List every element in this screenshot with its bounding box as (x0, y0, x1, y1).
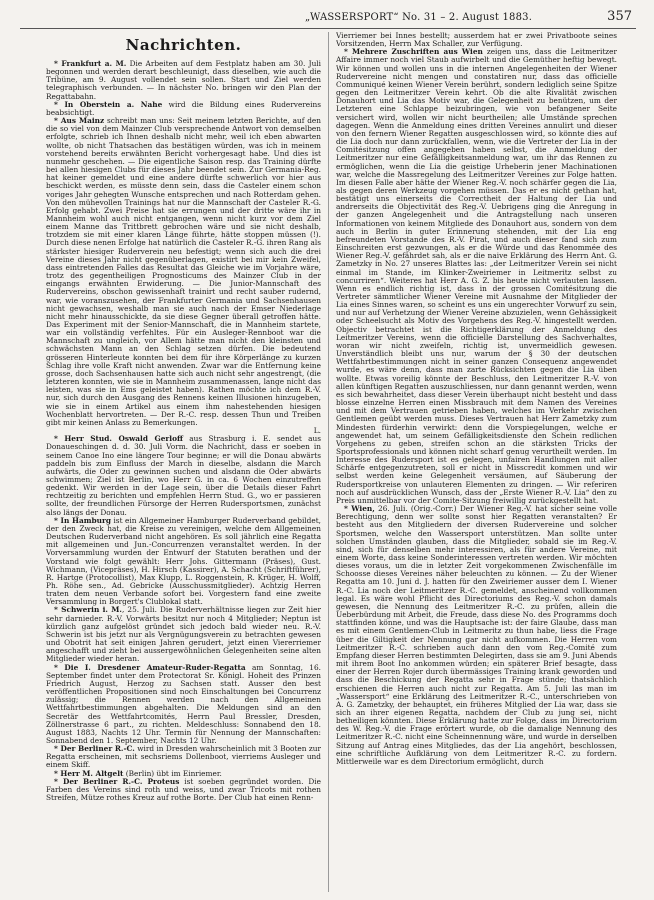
paragraph-lead: * Der Berliner R.-C. (54, 744, 135, 754)
paragraph-text: 26. Juli. (Orig.-Corr.) Der Wiener Reg.-V. hat sicher seine volle Berechtigung, denn wer sollte sonst hier Regatten veranstalten? Er besteht aus den Mitgliedern der diversen Rudervereine und solcher Sportsmen, welche den Wassersport unterstützen. Man sollte unter solchen Umständen glauben, dass die Mitglieder, sobald sie im Reg.-V. sind, sich für denselben mehr interessiren, als für andere Vereine, mit einem Worte, dass keine Sonderinteressen vertreten werden. Wir möchten dieses voraus, um die in letzter Zeit vorgekommenen Zwischenfälle im Schoosse dieses Vereines näher beleuchten zu können. — Zu der Wiener Regatta am 10. Juni d. J. hatten für den Zweiriemer ausser dem I. Wiener R.-C. Lia noch der Leitmeritzer R.-C. gemeldet, anscheinend vollkommen legal. Es wäre wohl Pflicht des Directoriums des Reg.-V. schon damals gewesen, die Nennung des Leitmeritzer R.-C. zu prüfen, allein die Ueberbürdung mit Arbeit, die Freude, dass diese No. des Programms doch stattfinden könne, und was die Hauptsache ist: der faire Glaube, dass man es mit einem Gentlemen-Club in Leitmeritz zu thun habe, liess die Frage über die Giltigkeit der Nennung gar nicht aufkommen. Die Herren vom Leitmeritzer R.-C. schrieben auch dann den vom Reg.-Comité zum Empfang dieser Herren bestimmten Delegirten, dass sie am 9. Juni Abends mit ihrem Boot Ino ankommen würden; ein späterer Brief besagte, dass einer der Herren Rojer durch übermässiges Training krank geworden und dass die Beschickung der Regatta sehr in Frage stünde; thatsächlich erschienen die Herren auch nicht zur Regatta. Am 5. Juli las man im „Wassersport“ eine Erklärung des Leitmeritzer R.-C., unterschrieben von A. G. Zametzky, der behauptet, ein früheres Mitglied der Lia war, dass sie sich an ihrer eigenen Regatta, nachdem der Club zu jung sei, nicht betheiligen könnten. Diese Erklärung hatte zur Folge, dass im Directorium des W. Reg.-V. die Frage erörtert wurde, ob die damalige Nennung des Leitmeritzer R.-C. nicht eine Scheinnennung wäre, und wurde in derselben Sitzung auf Antrag eines Mitgliedes, das der Lia angehört, beschlossen, eine schriftliche Aufklärung von dem Leitmeritzer R.-C. zu fordern. Mittlerweile war es dem Directorium ermöglicht, durch (336, 504, 617, 766)
article-paragraph (46, 606, 321, 663)
article-paragraph (336, 505, 617, 766)
paragraph-text: wird die Bildung eines Rudervereins beabsichtigt. (46, 99, 321, 117)
paragraph-lead: * Aus Mainz (54, 116, 105, 126)
article-paragraph (46, 101, 321, 117)
page-number: 357 (607, 9, 632, 24)
paragraph-text: , 25. Juli. Die Ruderverhältnisse liegen zur Zeit hier sehr darnieder. R.-V. Vorwärts besitzt nur noch 4 Mitglieder; Neptun ist kürzlich ganz aufgelöst gründet sich jedoch bald wieder neu. R.-V. Schwerin ist bis jetzt nur als Vergnügungsverein zu betrachten gewesen und Obotrit hat seit einigen Jahren gerudert, jetzt einen Viererriemer angeschafft und zieht bei aussergewöhnlichen Gelegenheiten seine alten Mitglieder wieder heran. (46, 605, 321, 664)
article-paragraph (46, 517, 321, 607)
paragraph-lead: * Wien, (344, 504, 375, 514)
paragraph-text: aus Strasburg i. E. sendet aus Donaueschingen d. d. 30. Juli Vorm. die Nachricht, dass er soeben in seinem Canoe Ino eine längere Tour beginne; er will die Donau abwärts paddeln bis zum Einfluss der March in dieselbe, alsdann die March aufwärts, die Oder zu gewinnen suchen und alsdann die Oder abwärts schwimmen; Ziel ist Berlin, wo Herr G. in ca. 6 Wochen einzutreffen gedenkt. Wir werden in der Lage sein, über die Details dieser Fahrt rechtzeitig zu berichten und empfehlen Herrn Stud. G., wo er passieren sollte, der freundlichen Fürsorge der Herren Rudersportsmen, zunächst also längs der Donau. (46, 434, 321, 517)
article-paragraph (46, 745, 321, 769)
paragraph-lead: * In Hamburg (54, 515, 111, 525)
section-title: Nachrichten. (125, 36, 242, 54)
article-paragraph (46, 117, 321, 427)
article-paragraph (46, 778, 321, 802)
article-paragraph (46, 435, 321, 517)
paragraph-text: Vierriemer bei Innes bestellt; ausserdem hat er zwei Privatboote seines Vorsitzenden, Herrn Max Schaller, zur Verfügung. (336, 32, 617, 49)
paragraph-lead: * Herr Stud. Oswald Gerloff (54, 434, 184, 444)
article-paragraph (46, 60, 321, 101)
paragraph-lead: * In Oberstein a. Nahe (54, 99, 163, 109)
paragraph-lead: * Der Berliner R.-C. Proteus (54, 776, 180, 786)
article-paragraph (336, 32, 617, 48)
paragraph-text: am Sonntag, 16. September findet unter dem Protectorat Sr. Königl. Hoheit des Prinzen Friedrich August, Herzog zu Sachsen statt. Ausser den best veröffentlichen Propositionen sind noch Einschaltungen bei Concurrenz zulässig; die Rennen werden nach den Allgemeinen Wettfahrtbestimmungen abgehalten. Die Meldungen sind an den Secretär des Wettfahrtcomités, Herrn Paul Bressler, Dresden, Zöllnerstrasse 6 part., zu richten. Meldeschluss: Sonnabend den 18. August 1883, Nachts 12 Uhr. Termin für Nennung der Mannschaften: Sonnabend den 1. September, Nachts 12 Uhr. (46, 662, 321, 745)
paragraph-text: zeigen uns, dass die Leitmeritzer Affaire immer noch viel Staub aufwirbelt und die Gemüther heftig bewegt. Wir können und wollen uns in die internen Angelegenheiten der Wiener Rudervereine nicht mengen und constatiren nur, dass das officielle Communiqué keinen Wiener Verein berührt, sondern lediglich seine Spitze gegen den Leitmeritzer Verein kehrt. Ob die alte Rivalität zwischen Donauhort und Lia das Motiv war, die Gelegenheit zu benützen, um der Letzteren eine Schlappe beizubringen, wie von befangener Seite versichert wird, wollen wir nicht beurtheilen; alle Umstände sprechen dagegen. Wenn die Anmeldung eines dritten Vereines annulirt und dieser von den fernern Wiener Regatten ausgeschlossen wird, so könnte dies auf die Lia doch nur dann zurückfallen, wenn, wie die Vertreter der Lia in der Comitésitzung offen angegeben haben selbst, die Anmeldung der Leitmeritzer nur eine Gefälligkeitsanmeldung war, um ihr das Rennen zu ermöglichen, wenn die Lia die geistige Urheberin jener Machinationen war, welche die Massregelung des Leitmeritzer Vereines zur Folge hatten. Im diesen Falle aber hätte der Wiener Reg.-V. noch schärfer gegen die Lia, als gegen deren Werkzeug vorgehen müssen. Das er es nicht gethan hat, bestätigt uns einerseits die Correctheit der Haltung der Lia und andrerseits die Objectivität des Reg.-V. Uebrigens ging die Anregung in der ganzen Angelegenheit und die Antragstellung nach unseren Informationen von keinem Mitgliede des Donauhort aus, sondern von dem auch in Berlin in guter Erinnerung stehenden, mit der Lia eng befreundeten Vorstande des R.-V. Pirat, und auch dieser fand sich zum Einschreiten erst gezwungen, als er die Würde und das Renommée des Wiener Reg.-V. gefährdet sah, als er die naive Erklärung des Herrn Ant. G. Zametzky in No. 27 unseres Blattes las: „der Leitmeritzer Verein sei nicht einmal im Stande, im Klinker-Zweiriemer in Leitmeritz selbst zu concurriren“. Weiteres hat Herr A. G. Z. bis heute nicht verlauten lassen. Wenn es endlich richtig ist, dass in der grossen Comitésitzung die Vertreter sämmtlicher Wiener Vereine mit Ausnahme der Mitglieder der Lia eines Sinnes waren, so scheint es uns ein ungerechter Vorwurf zu sein, und nur auf Verhetzung der Wiener Vereine abzuzielen, wenn Gehässigkeit oder Scheelsucht als Motiv des Vorgehens des Reg.-V. hingestellt werden. Objectiv betrachtet ist die Richtigerklärung der Anmeldung des Leitmeritzer Vereins, wenn die officielle Darstellung des Sachverhaltes, woran wir nicht zweifeln, richtig ist, unvermeidlich gewesen. Unverständlich bleibt uns nur, warum der § 30 der deutschen Wettfahrtbestimmungen nicht in seiner ganzen Consequenz angewendet wurde, es wäre denn, dass man zarte Rücksichten gegen die Lia üben wollte. Etwas voreilig könnte der Beschluss, den Leitmeritzer R.-V. von allen künftigen Regatten auszuschliessen, nur dann genannt werden, wenn es sich bewahrheitet, dass dieser Verein überhaupt nicht besteht und dass blosse einzelne Herren einen Missbrauch mit dem Namen des Vereines und mit dem Vertrauen getrieben haben, welches im Verkehr zwischen Gentlemen geübt werden muss. Dieses Vertrauen hat Herr Zametzky zum Mindesten fürderhin verwirkt: denn die Vorspiegelungen, welche er angewendet hat, um seinem Gefälligkeitsdienste den Schein redlichen Vorgehens zu geben, streifen schon an die stärksten Tricks der Sportsprofessionals und können nicht scharf genug verurtheilt werden. Im Interesse des Rudersport ist es gelegen, unfairen Handlungen mit aller Schärfe entgegenzutreten, soll er nicht in Misscredit kommen und wir selbst werden keine Gelegenheit versäumen, auf Säuberung der Rudersportkreise von unlauteren Elementen zu dringen. — Wir referiren noch auf ausdrücklichen Wunsch, dass der „Erste Wiener R.-V. Lia“ den zu Preis unmittelbar vor der Comite-Sitzung freiwillig zurückgestellt hat. (336, 47, 617, 505)
paragraph-text: wird in Dresden wahrscheinlich mit 3 Booten zur Regatta erscheinen, mit sechsriems Dollenboot, vierriems Ausleger und einem Skiff. (46, 744, 321, 770)
paragraph-lead: * Frankfurt a. M. (54, 59, 127, 68)
paragraph-text: Die Arbeiten auf dem Festplatz haben am 30. Juli begonnen und werden derart beschleunigt, dass dieselben, wie auch die Tribüne, am 9. August vollendet sein sollen. Start und Ziel werden telegraphisch verbunden. — In nächster No. bringen wir den Plan der Regattabahn. (46, 59, 321, 101)
column-divider (328, 32, 329, 892)
journal-issue: „WASSERSPORT“ No. 31 – 2. August 1883. (305, 12, 533, 23)
paragraph-text: L. (313, 426, 321, 436)
article-paragraph (336, 48, 617, 505)
paragraph-text: ist soeben gegründet worden. Die Farben des Vereins sind roth und weiss, und zwar Tricots mit rothen Streifen, Mütze rothes Kreuz auf rothe Borte. Der Club hat einen Renn- (46, 776, 321, 803)
left-column (46, 32, 321, 894)
paragraph-lead: * Die I. Dresdener Amateur-Ruder-Regatta (54, 662, 246, 672)
paragraph-lead: * Mehrere Zuschriften aus Wien (344, 47, 483, 57)
paragraph-text: schreibt man uns: Seit meinem letzten Berichte, auf den die so viel von dem Mainzer Club versprechende Antwort von demselben erfolgte, schrieb ich Ihnen deshalb nicht mehr, weil ich eben abwarten wollte, ob nicht Thatsachen das bestätigen würden, was ich in meinem vorstehend bereits erwähnten Bericht vorhergesagt habe. Und dies ist nunmehr geschehen. — Die eigentliche Saison resp. das Training dürfte bei allen hiesigen Clubs für dieses Jahr beendet sein. Zur Germania-Reg. hat keiner gemeldet und eine andere dürfte schwerlich vor hier aus beschickt werden, es müsste denn sein, dass die Casteler einem schon voriges Jahr gehegten Wunsche entsprechen und nach Rotterdam gehen. Von den mühevollen Trainings hat nur die Mannschaft der Casteler R.-G. Erfolg gehabt. Zwei Preise hat sie errungen und der dritte wäre ihr in Mannheim wohl auch nicht entgangen, wenn nicht kurz vor dem Ziel einem Manne das Trittbrett gebrochen wäre und sie nicht deshalb, trotzdem sie mit einer klaren Länge führte, hätte stoppen müssen (!). Durch diese nenen Erfolge hat natürlich die Casteler R.-G. ihren Rang als stärkster hiesiger Ruderverein neu befestigt; wenn sich auch die drei Vereine dieses Jahr nicht gegenüberlagen, existirt bei mir kein Zweifel, dass eintretenden Falles das Resultat das Gleiche wie im Vorjahre wäre, trotz des gegentheiligen Prognosticums des Mainzer Club in der eingangs erwähnten Erwiderung. — Die Junior-Mannschaft des Rudervereins, obschon gewissenhaft trainirt und recht sauber rudernd, war, wie voranszusehen, der Frankfurter Germania und Sachsenhausen nicht gewachsen, weshalb man sie auch nach der Emser Niederlage nicht mehr hinausschickte, da sie diese Gegner überall getroffen hätte. Das Experiment mit der Senior-Mannschaft, die in Mannheim startete, war ein vollständig verfehltes. Für ein Ausleger-Rennboot war die Mannschaft zu ungleich, vor Allem hätte man nicht den kleinsten und schwächsten Mann an den Schlag setzen dürfen. Die bedeutend grösseren Hinterleute konnten bei dem für ihre Körperlänge zu kurzen Schlag ihre volle Kraft nicht anwenden. Zwar war die Entfernung keine grosse, doch Sachsenhausen hatte sich auch nicht sehr angestrengt, (die letzteren konnten, wie sie in Mannheim zusammenassen, lange nicht das leisten, was sie in Ems geleistet haben). Rathen möchte ich dem R.-V. nur, sich durch den Ausgang des Rennens keinen Illusionen hinzugeben, wie sie in einem Artikel aus einem ihm nahestehenden hiesigen Wochenblatt hervortreten. — Der R.-C. resp. dessen Thun und Treiben gibt mir keinen Anlass zu Bemerkungen. (46, 116, 321, 427)
paragraph-text: (Berlin) übt im Einriemer. (123, 768, 222, 778)
running-header (20, 6, 636, 29)
paragraph-lead: * Schwerin i. M. (54, 605, 122, 615)
article-paragraph (46, 664, 321, 746)
right-column (336, 32, 617, 894)
paragraph-text: ist ein Allgemeiner Hamburger Ruderverband gebildet, der den Zweck hat, die Kreise zu vereinigen, welche dem Allgemeinen Deutschen Ruderverband nicht angehören. Es soll jährlich eine Regatta mit allgemeinen und Jun.-Concurrenzen veranstaltet werden. In der Vorversammlung wurden der Entwurf der Statuten berathen und der Vorstand wie folgt gewählt: Herr Johs. Gittermann (Präses), Gust. Wichmann, (Vicepräses), H. Hirsch (Kassirer), A. Schacht (Schriftführer), R. Hartge (Protocollist), Max Klupp, L. Roggenstein, R. Krüger, H. Wolff, Ph. Röhe sen., Ad. Gebricke (Ausschussmitglieder). Achtzig Herren traten dem neuen Verbande sofort bei. Vorgestern fand eine zweite Versammlung in Borgert's Clublokal statt. (46, 515, 321, 607)
paragraph-lead: * Herr M. Altgelt (54, 768, 124, 778)
